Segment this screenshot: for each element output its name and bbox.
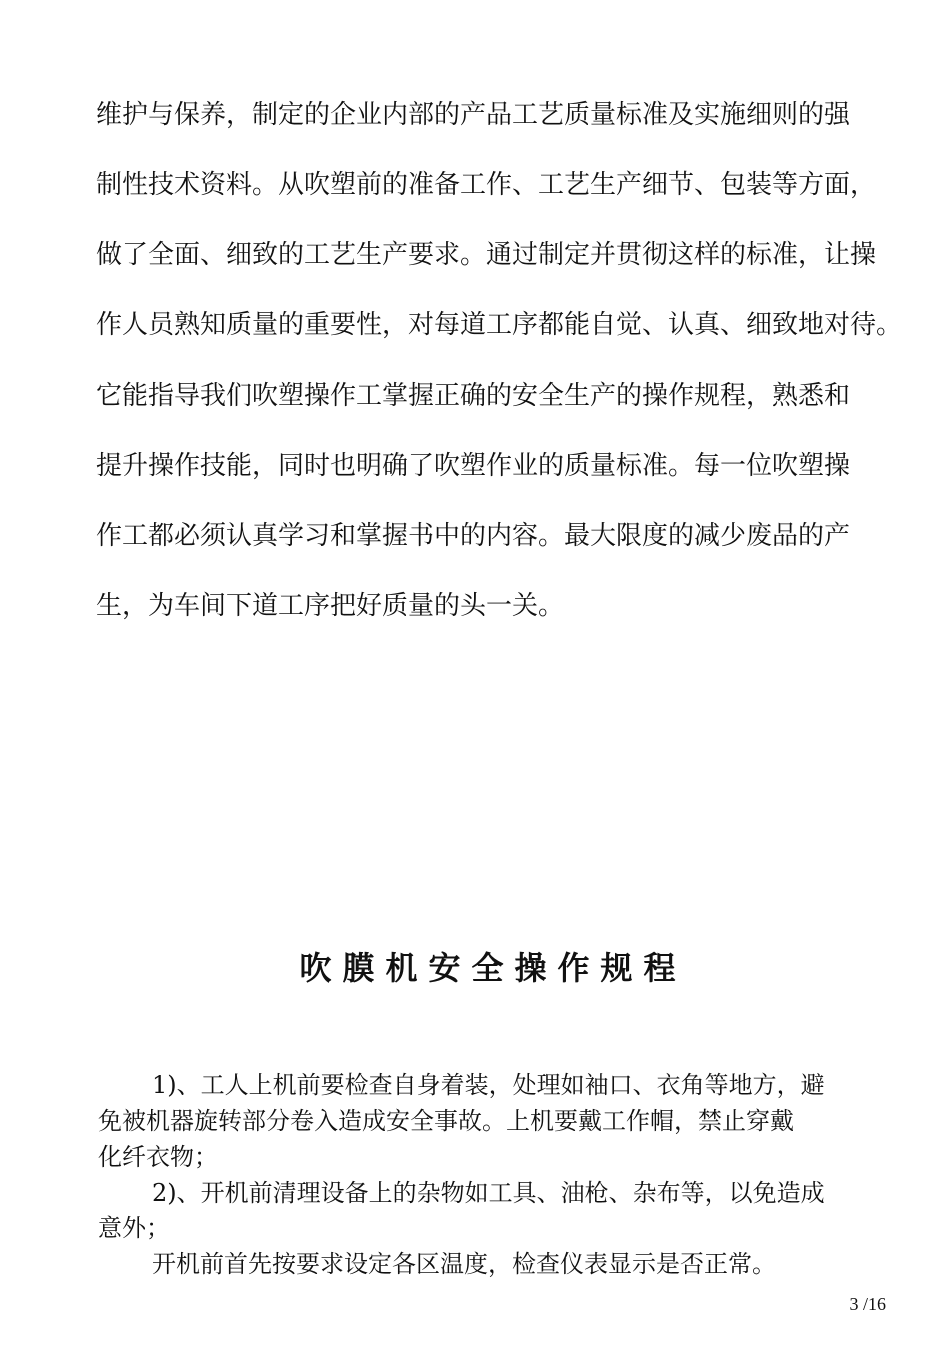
page-number: 3 /16 <box>849 1294 886 1314</box>
rule-line: 2)、开机前清理设备上的杂物如工具、油枪、杂布等，以免造成 <box>152 1179 825 1207</box>
rule-line: 化纤衣物； <box>98 1143 218 1171</box>
section-title: 吹膜机安全操作规程 <box>299 949 687 987</box>
intro-line: 生，为车间下道工序把好质量的头一关。 <box>96 591 565 621</box>
intro-line: 维护与保养，制定的企业内部的产品工艺质量标准及实施细则的强 <box>96 100 851 130</box>
intro-line: 作人员熟知质量的重要性，对每道工序都能自觉、认真、细致地对待。 <box>96 310 903 340</box>
intro-line: 提升操作技能，同时也明确了吹塑作业的质量标准。每一位吹塑操 <box>96 451 851 481</box>
rule-line: 意外； <box>98 1214 170 1242</box>
rule-line: 开机前首先按要求设定各区温度，检查仪表显示是否正常。 <box>152 1250 776 1278</box>
intro-line: 它能指导我们吹塑操作工掌握正确的安全生产的操作规程，熟悉和 <box>96 381 851 411</box>
intro-line: 作工都必须认真学习和掌握书中的内容。最大限度的减少废品的产 <box>96 521 851 551</box>
intro-line: 做了全面、细致的工艺生产要求。通过制定并贯彻这样的标准，让操 <box>96 240 877 270</box>
rule-line: 免被机器旋转部分卷入造成安全事故。上机要戴工作帽，禁止穿戴 <box>98 1107 794 1135</box>
rule-line: 1)、工人上机前要检查自身着装，处理如袖口、衣角等地方，避 <box>152 1071 825 1099</box>
intro-line: 制性技术资料。从吹塑前的准备工作、工艺生产细节、包装等方面， <box>96 170 877 200</box>
